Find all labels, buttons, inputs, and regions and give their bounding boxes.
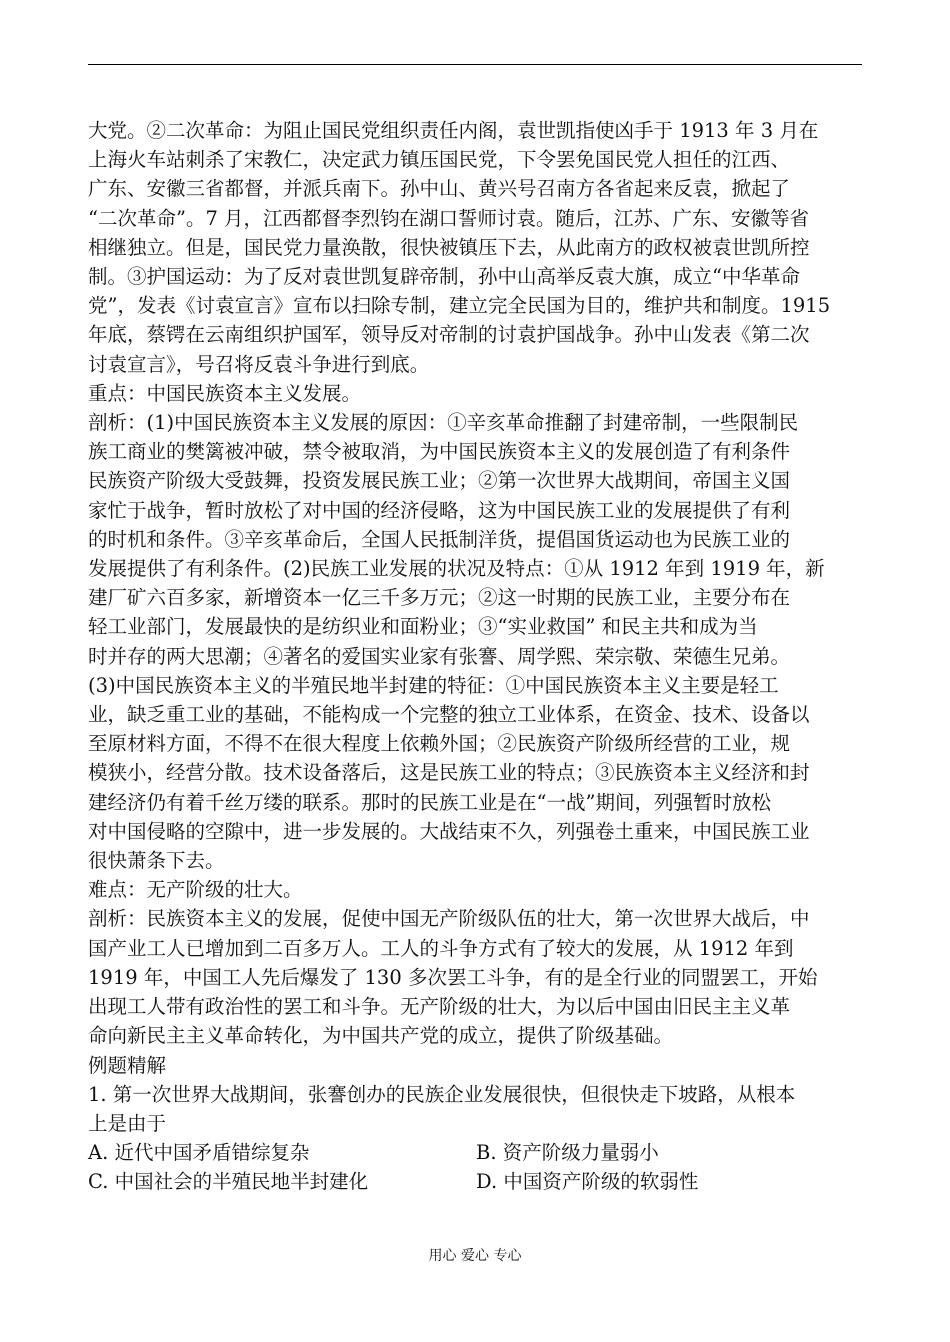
question-stem: 上是由于 — [88, 1111, 167, 1135]
text-line: 的时机和条件。③辛亥革命后，全国人民抵制洋货，提倡国货运动也为民族工业的 — [88, 527, 791, 551]
text-line: 国产业工人已增加到二百多万人。工人的斗争方式有了较大的发展，从 1912 年到 — [88, 936, 794, 960]
text-line: 族工商业的樊篱被冲破，禁令被取消，为中国民族资本主义的发展创造了有利条件 — [88, 440, 791, 464]
question-stem: 1. 第一次世界大战期间，张謇创办的民族企业发展很快，但很快走下坡路，从根本 — [88, 1082, 796, 1106]
section-heading-key-point: 重点：中国民族资本主义发展。 — [88, 381, 362, 405]
text-line: 党”，发表《讨袁宣言》宣布以扫除专制，建立完全民国为目的，维护共和制度。1915 — [88, 294, 831, 318]
option-a: A. 近代中国矛盾错综复杂 — [88, 1141, 310, 1165]
text-line: 大党。②二次革命：为阻止国民党组织责任内阁，袁世凯指使凶手于 1913 年 3 月在 — [88, 119, 819, 142]
text-line: 讨袁宣言》，号召将反袁斗争进行到底。 — [88, 352, 430, 376]
text-line: 广东、安徽三省都督，并派兵南下。孙中山、黄兴号召南方各省起来反袁，掀起了 — [88, 177, 791, 201]
text-line: 民族资产阶级大受鼓舞，投资发展民族工业；②第一次世界大战期间，帝国主义国 — [88, 469, 791, 493]
text-line: 出现工人带有政治性的罢工和斗争。无产阶级的壮大，为以后中国由旧民主主义革 — [88, 995, 791, 1019]
text-line: 业，缺乏重工业的基础，不能构成一个完整的独立工业体系，在资金、技术、设备以 — [88, 703, 810, 727]
text-line: 模狭小，经营分散。技术设备落后，这是民族工业的特点；③民族资本主义经济和封 — [88, 761, 810, 785]
option-b: B. 资产阶级力量弱小 — [476, 1141, 659, 1165]
text-line: 很快萧条下去。 — [88, 849, 225, 873]
text-line: 对中国侵略的空隙中，进一步发展的。大战结束不久，列强卷土重来，中国民族工业 — [88, 819, 810, 843]
text-line: 至原材料方面，不得不在很大程度上依赖外国；②民族资产阶级所经营的工业，规 — [88, 732, 791, 756]
text-line: 时并存的两大思潮；④著名的爱国实业家有张謇、周学熙、荣宗敬、荣德生兄弟。 — [88, 644, 791, 668]
option-c: C. 中国社会的半殖民地半封建化 — [88, 1170, 369, 1194]
text-line: 建经济仍有着千丝万缕的联系。那时的民族工业是在“一战”期间，列强暂时放松 — [88, 790, 771, 814]
text-line: 相继独立。但是，国民党力量涣散，很快被镇压下去，从此南方的政权被袁世凯所控 — [88, 235, 810, 259]
text-line: 1919 年，中国工人先后爆发了 130 多次罢工斗争，有的是全行业的同盟罢工，开始 — [88, 965, 818, 989]
text-line: 上海火车站刺杀了宋教仁，决定武力镇压国民党，下令罢免国民党人担任的江西、 — [88, 148, 791, 172]
header-rule — [88, 64, 862, 65]
text-line: “二次革命”。7 月，江西都督李烈钧在湖口誓师讨袁。随后，江苏、广东、安徽等省 — [88, 206, 810, 230]
option-d: D. 中国资产阶级的软弱性 — [476, 1170, 699, 1194]
text-line: 轻工业部门，发展最快的是纺织业和面粉业；③“实业救国” 和民主共和成为当 — [88, 615, 758, 639]
text-line: 制。③护国运动：为了反对袁世凯复辟帝制，孙中山高举反袁大旗，成立“中华革命 — [88, 265, 800, 289]
section-heading-difficulty: 难点：无产阶级的壮大。 — [88, 878, 303, 902]
text-line: (3)中国民族资本主义的半殖民地半封建的特征：①中国民族资本主义主要是轻工 — [88, 673, 779, 697]
text-line: 建厂矿六百多家，新增资本一亿三千多万元；②这一时期的民族工业，主要分布在 — [88, 586, 791, 610]
answer-options — [88, 1138, 864, 1196]
page-footer: 用心 爱心 专心 — [428, 1248, 522, 1264]
text-line: 发展提供了有利条件。(2)民族工业发展的状况及特点：①从 1912 年到 1919 年，新 — [88, 557, 825, 581]
text-line: 剖析：(1)中国民族资本主义发展的原因：①辛亥革命推翻了封建帝制，一些限制民 — [88, 411, 799, 435]
text-line: 命向新民主主义革命转化，为中国共产党的成立，提供了阶级基础。 — [88, 1024, 674, 1048]
text-line: 剖析：民族资本主义的发展，促使中国无产阶级队伍的壮大，第一次世界大战后，中 — [88, 907, 810, 931]
section-heading-examples: 例题精解 — [88, 1053, 167, 1077]
document-body — [88, 116, 864, 1196]
text-line: 家忙于战争，暂时放松了对中国的经济侵略，这为中国民族工业的发展提供了有利 — [88, 498, 791, 522]
text-line: 年底，蔡锷在云南组织护国军，领导反对帝制的讨袁护国战争。孙中山发表《第二次 — [88, 323, 810, 347]
